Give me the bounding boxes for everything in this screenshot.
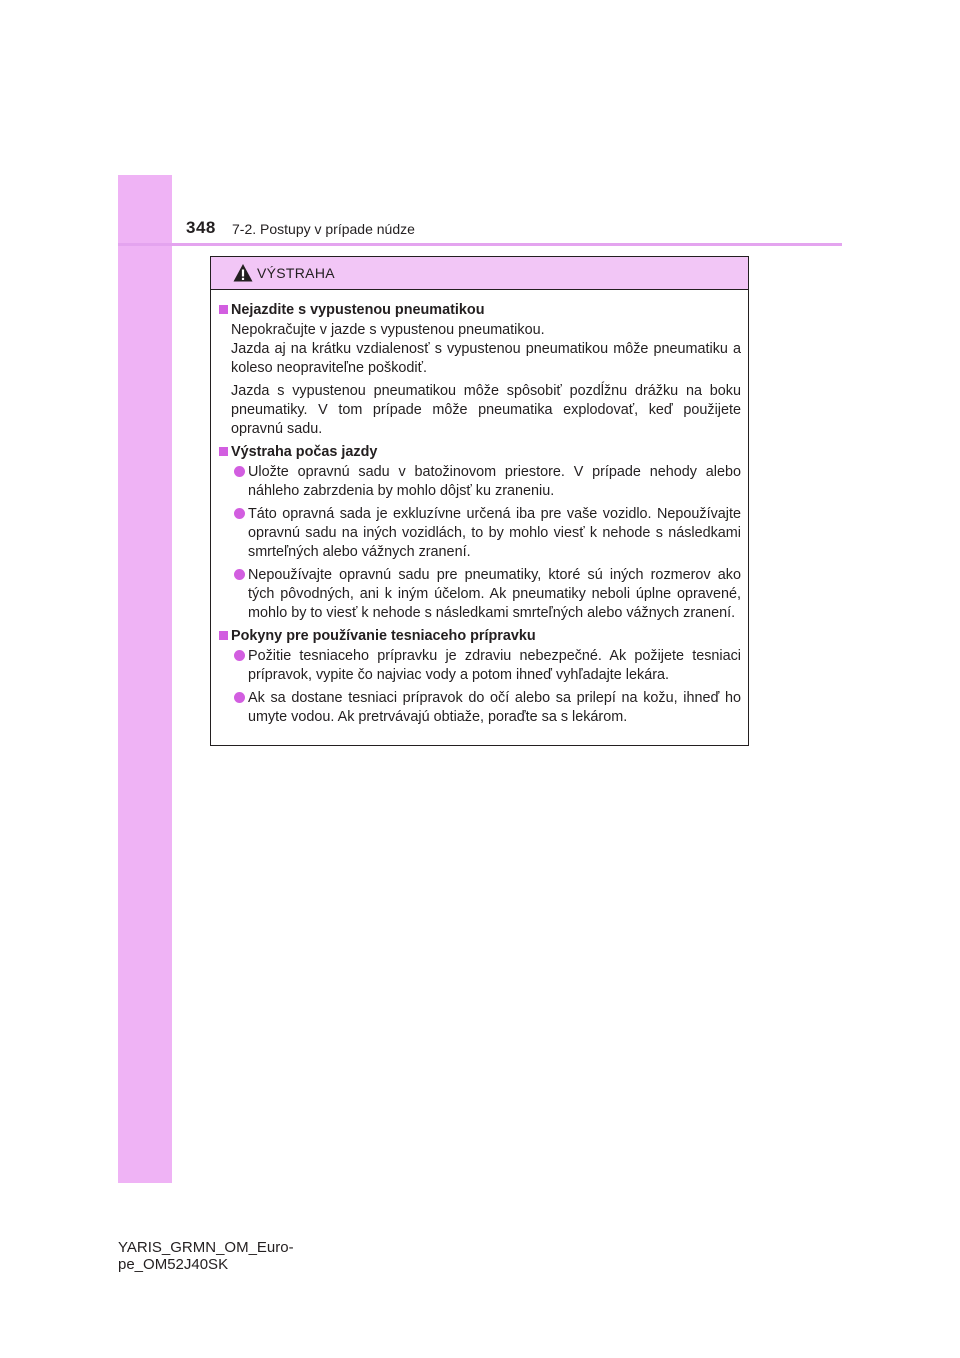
warning-title: VÝSTRAHA — [257, 265, 335, 281]
warning-triangle-icon — [233, 263, 253, 283]
section-heading — [218, 301, 741, 320]
list-item — [233, 647, 741, 685]
header-rule — [118, 243, 842, 246]
round-bullet-icon — [234, 508, 245, 519]
list-item-text: Nepoužívajte opravnú sadu pre pneumatiky, ktoré sú iných rozmerov ako tých pôvodných, ani k iným účelom. Ak pneumatiky neboli úplne opravené, mohlo by to viesť k nehode s následkami smrteľných alebo vážnych zranení. — [248, 567, 741, 621]
paragraph: Jazda s vypustenou pneumatikou môže spôsobiť pozdĺžnu drážku na boku pneumatiky. V tom prípade môže pneumatika explodovať, keď použijete opravnú sadu. — [231, 383, 741, 437]
footer-line: pe_OM52J40SK — [118, 1256, 229, 1273]
round-bullet-icon — [234, 650, 245, 661]
warning-section-flat-tire — [218, 301, 741, 439]
list-item-text: Uložte opravnú sadu v batožinovom priestore. V prípade nehody alebo náhleho zabrzdenia by mohlo dôjsť ku zraneniu. — [248, 464, 741, 499]
warning-section-sealant — [218, 627, 741, 727]
list-item — [233, 689, 741, 727]
warning-section-driving — [218, 443, 741, 623]
square-bullet-icon — [219, 631, 228, 640]
section-heading — [218, 443, 741, 462]
warning-box — [210, 256, 749, 746]
paragraph — [231, 321, 741, 378]
side-tab-band — [118, 175, 172, 1183]
section-title: 7-2. Postupy v prípade núdze — [232, 221, 415, 237]
heading-text: Nejazdite s vypustenou pneumatikou — [231, 302, 485, 318]
list-item-text: Táto opravná sada je exkluzívne určená iba pre vaše vozidlo. Nepoužívajte opravnú sadu na iných vozidlách, to by mohlo viesť k nehode s následkami smrteľných alebo vážnych zranení. — [248, 506, 741, 560]
section-heading — [218, 627, 741, 646]
page-number: 348 — [186, 218, 216, 237]
list-item-text: Požitie tesniaceho prípravku je zdraviu nebezpečné. Ak požijete tesniaci prípravok, vypite čo najviac vody a potom ihneď vyhľadajte lekára. — [248, 648, 741, 683]
square-bullet-icon — [219, 305, 228, 314]
heading-text: Pokyny pre používanie tesniaceho prípravku — [231, 628, 536, 644]
round-bullet-icon — [234, 569, 245, 580]
document-footer — [118, 1239, 294, 1273]
list-item-text: Ak sa dostane tesniaci prípravok do očí alebo sa prilepí na kožu, ihneď ho umyte vodou. Ak pretrvávajú obtiaže, poraďte sa s lekárom. — [248, 690, 741, 725]
warning-header — [211, 257, 748, 290]
paragraph-line: Jazda aj na krátku vzdialenosť s vypustenou pneumatikou môže pneumatiku a koleso neopraviteľne poškodiť. — [231, 341, 741, 376]
list-item — [233, 505, 741, 562]
footer-line: YARIS_GRMN_OM_Euro- — [118, 1239, 294, 1256]
list-item — [233, 463, 741, 501]
square-bullet-icon — [219, 447, 228, 456]
round-bullet-icon — [234, 466, 245, 477]
list-item — [233, 566, 741, 623]
round-bullet-icon — [234, 692, 245, 703]
heading-text: Výstraha počas jazdy — [231, 444, 378, 460]
warning-body — [211, 290, 748, 727]
paragraph-line: Nepokračujte v jazde s vypustenou pneumatikou. — [231, 322, 545, 338]
